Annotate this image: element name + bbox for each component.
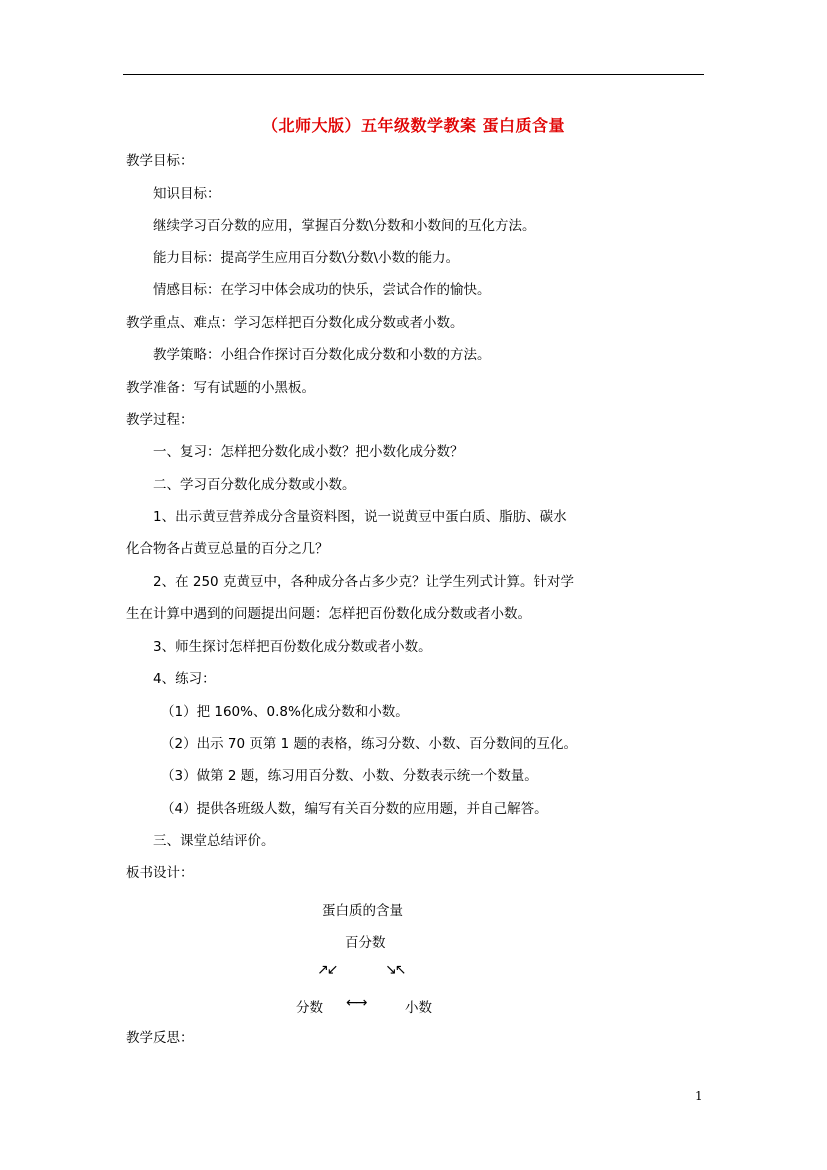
step-2-line-1: 2、在 250 克黄豆中，各种成分各占多少克？让学生列式计算。针对学 <box>153 574 574 590</box>
step-3-text: 3、师生探讨怎样把百份数化成分数或者小数。 <box>153 639 432 655</box>
preparation-text: 教学准备：写有试题的小黑板。 <box>126 380 315 396</box>
board-left: 分数 <box>296 1000 323 1016</box>
emotion-goals-text: 情感目标：在学习中体会成功的快乐，尝试合作的愉快。 <box>153 282 491 298</box>
arrows-right-icon: ↘↖ <box>385 962 405 978</box>
knowledge-goals-label: 知识目标： <box>153 186 221 202</box>
reflection-heading: 教学反思： <box>126 1030 194 1046</box>
exercise-2: （2）出示 70 页第 1 题的表格，练习分数、小数、百分数间的互化。 <box>161 736 578 752</box>
board-right: 小数 <box>405 1000 432 1016</box>
step-1-line-2: 化合物各占黄豆总量的百分之几？ <box>126 541 329 557</box>
step-2-line-2: 生在计算中遇到的问题提出问题：怎样把百份数化成分数或者小数。 <box>126 606 531 622</box>
document-title: （北师大版）五年级数学教案 蛋白质含量 <box>261 116 566 135</box>
process-heading: 教学过程： <box>126 412 194 428</box>
key-points-text: 教学重点、难点：学习怎样把百分数化成分数或者小数。 <box>126 315 464 331</box>
ability-goals-text: 能力目标：提高学生应用百分数\分数\小数的能力。 <box>153 250 460 266</box>
step-1-line-1: 1、出示黄豆营养成分含量资料图，说一说黄豆中蛋白质、脂肪、碳水 <box>153 509 567 525</box>
board-heading: 蛋白质的含量 <box>322 903 403 919</box>
teaching-goals-heading: 教学目标： <box>126 153 194 169</box>
double-arrow-icon: ←→ <box>346 995 366 1011</box>
board-design-heading: 板书设计： <box>126 865 194 881</box>
summary-text: 三、课堂总结评价。 <box>153 833 275 849</box>
page-number: 1 <box>695 1089 703 1103</box>
review-text: 一、复习：怎样把分数化成小数？把小数化成分数？ <box>153 444 464 460</box>
exercise-4: （4）提供各班级人数，编写有关百分数的应用题，并自己解答。 <box>161 801 548 817</box>
exercise-1: （1）把 160%、0.8%化成分数和小数。 <box>161 704 409 720</box>
strategy-text: 教学策略：小组合作探讨百分数化成分数和小数的方法。 <box>153 347 491 363</box>
arrows-left-icon: ↗↙ <box>317 962 337 978</box>
board-center: 百分数 <box>345 935 386 951</box>
exercise-3: （3）做第 2 题，练习用百分数、小数、分数表示统一个数量。 <box>161 768 538 784</box>
learning-text: 二、学习百分数化成分数或小数。 <box>153 477 356 493</box>
header-rule <box>123 74 704 75</box>
knowledge-goals-text: 继续学习百分数的应用，掌握百分数\分数和小数间的互化方法。 <box>153 218 536 234</box>
step-4-label: 4、练习： <box>153 671 216 687</box>
